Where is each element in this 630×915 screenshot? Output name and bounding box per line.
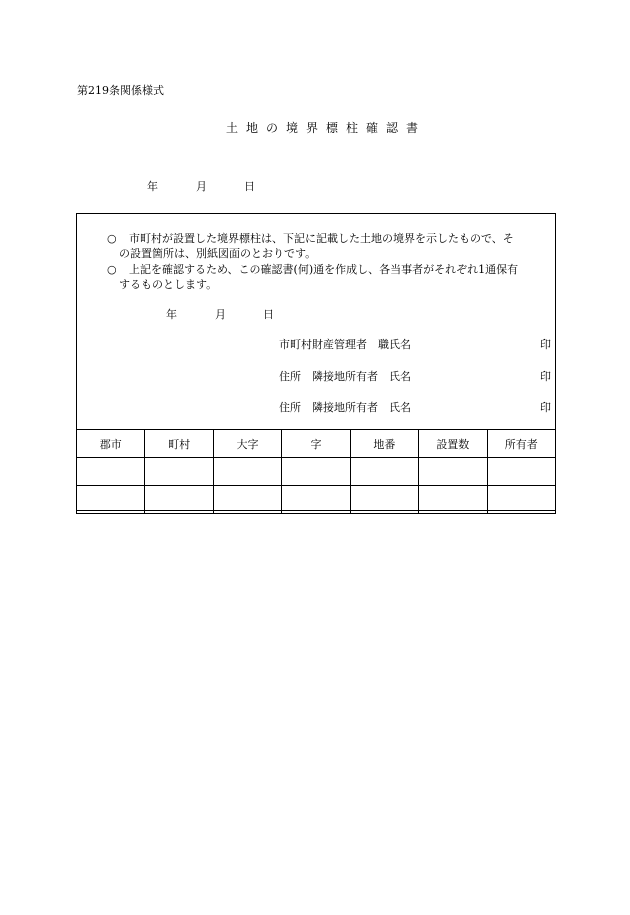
signature-label: 市町村財産管理者 職氏名 xyxy=(279,338,411,351)
table-cell[interactable] xyxy=(487,458,555,486)
table-cell[interactable] xyxy=(77,458,145,486)
table-cell[interactable] xyxy=(145,486,213,514)
column-header: 町村 xyxy=(145,430,213,458)
table-cell[interactable] xyxy=(419,458,487,486)
paragraph-2 xyxy=(107,262,552,292)
paragraph-line: するものとします。 xyxy=(119,278,218,291)
signature-row-manager xyxy=(279,338,551,352)
column-header: 字 xyxy=(282,430,350,458)
table-row xyxy=(77,486,556,514)
seal-mark: 印 xyxy=(540,401,551,414)
signature-row-neighbor-1 xyxy=(279,370,551,384)
table-cell[interactable] xyxy=(282,458,350,486)
document-title: 土地の境界標柱確認書 xyxy=(226,121,427,135)
paragraph-line: の設置箇所は、別紙図面のとおりです。 xyxy=(119,247,317,260)
date-day-label: 日 xyxy=(244,180,255,193)
table-row xyxy=(77,458,556,486)
seal-mark: 印 xyxy=(540,370,551,383)
column-header: 郡市 xyxy=(77,430,145,458)
inner-date-month-label: 月 xyxy=(215,308,226,321)
column-header: 地番 xyxy=(350,430,418,458)
date-year-label: 年 xyxy=(147,180,158,193)
signature-row-neighbor-2 xyxy=(279,401,551,415)
land-table xyxy=(76,429,556,514)
seal-mark: 印 xyxy=(540,338,551,351)
column-header: 大字 xyxy=(213,430,281,458)
form-reference: 第219条関係様式 xyxy=(77,84,164,97)
inner-date-year-label: 年 xyxy=(166,308,177,321)
paragraph-1 xyxy=(107,231,552,261)
column-header: 所有者 xyxy=(487,430,555,458)
bullet-circle: ○ xyxy=(107,263,117,276)
signature-label: 住所 隣接地所有者 氏名 xyxy=(279,370,411,383)
signature-label: 住所 隣接地所有者 氏名 xyxy=(279,401,411,414)
paragraph-line: 市町村が設置した境界標柱は、下記に記載した土地の境界を示したもので、そ xyxy=(129,232,514,245)
table-cell[interactable] xyxy=(213,458,281,486)
bullet-circle: ○ xyxy=(107,232,117,245)
paragraph-line: 上記を確認するため、この確認書(何)通を作成し、各当事者がそれぞれ1通保有 xyxy=(129,263,519,276)
column-header: 設置数 xyxy=(419,430,487,458)
table-cell[interactable] xyxy=(487,486,555,514)
date-month-label: 月 xyxy=(196,180,207,193)
table-cell[interactable] xyxy=(213,486,281,514)
inner-date-day-label: 日 xyxy=(263,308,274,321)
table-header-row xyxy=(77,430,556,458)
table-cell[interactable] xyxy=(282,486,350,514)
table-cell[interactable] xyxy=(419,486,487,514)
table-cell[interactable] xyxy=(350,486,418,514)
table-cell[interactable] xyxy=(350,458,418,486)
table-cell[interactable] xyxy=(77,486,145,514)
table-cell[interactable] xyxy=(145,458,213,486)
form-box xyxy=(76,213,556,511)
